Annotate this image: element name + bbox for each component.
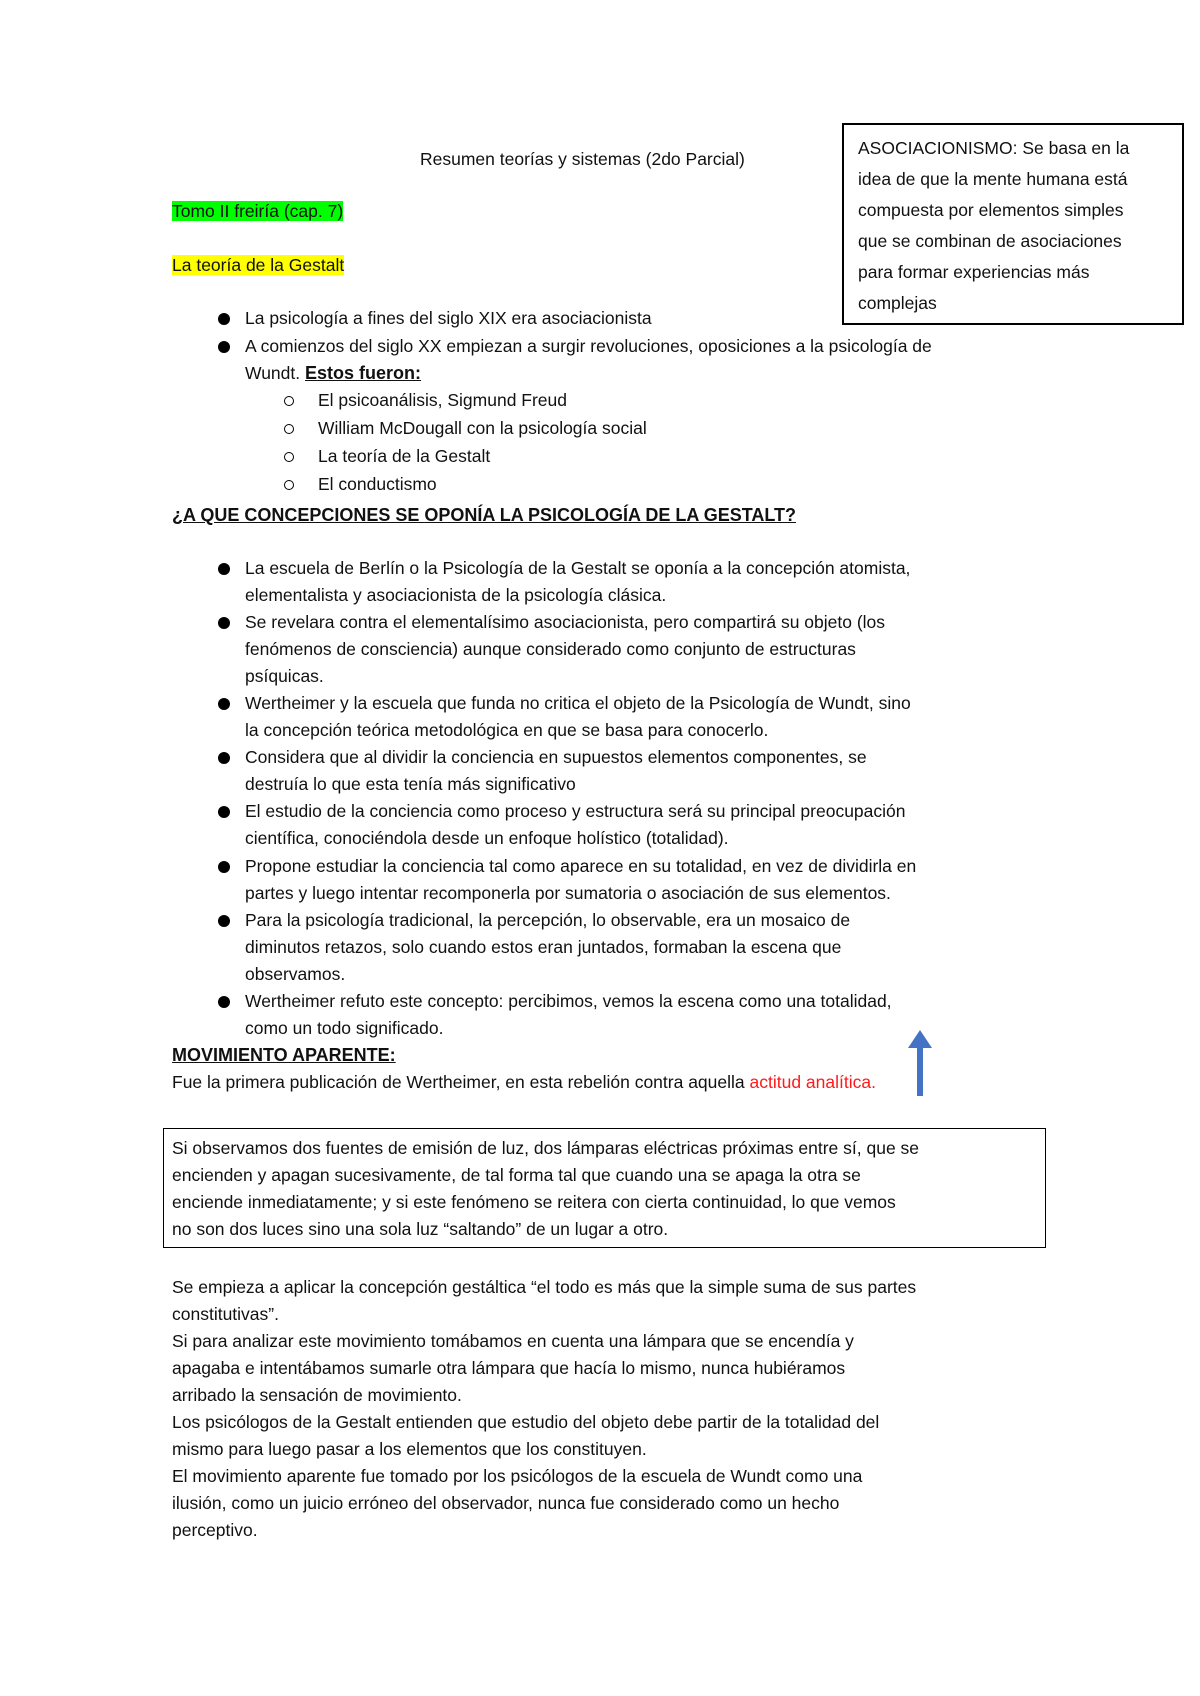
closing-line: Se empieza a aplicar la concepción gestáltica “el todo es más que la simple suma de sus partes [172, 1277, 917, 1297]
bullet-icon [218, 752, 230, 764]
sub-bullet-icon [284, 452, 294, 462]
intro-bullet: La psicología a fines del siglo XIX era asociacionista [245, 308, 652, 328]
side-note-line: Se basa en la [1017, 138, 1130, 158]
gestalt-bullet-line: científica, conociéndola desde un enfoque holístico (totalidad). [245, 828, 729, 848]
gestalt-bullet-line: Wertheimer y la escuela que funda no critica el objeto de la Psicología de Wundt, sino [245, 693, 911, 713]
closing-line: Si para analizar este movimiento tomábamos en cuenta una lámpara que se encendía y [172, 1331, 854, 1351]
section-label: La teoría de la Gestalt [172, 255, 345, 275]
gestalt-bullet-line: Para la psicología tradicional, la percepción, lo observable, era un mosaico de [245, 910, 851, 930]
page-title: Resumen teorías y sistemas (2do Parcial) [420, 149, 745, 169]
sub-bullet-icon [284, 424, 294, 434]
closing-line: constitutivas”. [172, 1304, 279, 1324]
gestalt-bullet-line: Propone estudiar la conciencia tal como aparece en su totalidad, en vez de dividirla en [245, 856, 917, 876]
closing-line: arribado la sensación de movimiento. [172, 1385, 462, 1405]
side-note-line: que se combinan de asociaciones [858, 231, 1122, 251]
gestalt-bullet-line: partes y luego intentar recomponerla por sumatoria o asociación de sus elementos. [245, 883, 891, 903]
bullet-icon [218, 313, 230, 325]
bullet-icon [218, 341, 230, 353]
bullet-icon [218, 806, 230, 818]
sub-bullet-icon [284, 396, 294, 406]
gestalt-bullet-line: El estudio de la conciencia como proceso y estructura será su principal preocupación [245, 801, 906, 821]
side-note-line: para formar experiencias más [858, 262, 1090, 282]
bullet-icon [218, 861, 230, 873]
bullet-icon [218, 996, 230, 1008]
bullet-icon [218, 563, 230, 575]
side-note-line: complejas [858, 293, 937, 313]
closing-line: perceptivo. [172, 1520, 258, 1540]
side-note-box [842, 123, 1184, 325]
sub-bullet-icon [284, 480, 294, 490]
framed-line: no son dos luces sino una sola luz “saltando” de un lugar a otro. [172, 1219, 669, 1239]
tomo-label: Tomo II freiría (cap. 7) [172, 201, 344, 221]
closing-line: apagaba e intentábamos sumarle otra lámpara que hacía lo mismo, nunca hubiéramos [172, 1358, 846, 1378]
gestalt-bullet-line: observamos. [245, 964, 346, 984]
gestalt-bullet-line: Wertheimer refuto este concepto: percibimos, vemos la escena como una totalidad, [245, 991, 892, 1011]
intro-bullet-continued: Wundt. Estos fueron: [245, 363, 422, 383]
side-note-line: idea de que la mente humana está [858, 169, 1128, 189]
closing-line: mismo para luego pasar a los elementos que los constituyen. [172, 1439, 647, 1459]
framed-line: encienden y apagan sucesivamente, de tal forma tal que cuando una se apaga la otra se [172, 1165, 861, 1185]
sub-item: William McDougall con la psicología social [318, 418, 647, 438]
arrow-up-icon [908, 1030, 932, 1096]
gestalt-bullet-line: La escuela de Berlín o la Psicología de la Gestalt se oponía a la concepción atomista, [245, 558, 911, 578]
gestalt-bullet-line: la concepción teórica metodológica en que se basa para conocerlo. [245, 720, 769, 740]
sub-item: La teoría de la Gestalt [318, 446, 491, 466]
movement-heading: MOVIMIENTO APARENTE: [172, 1045, 396, 1065]
gestalt-bullet-line: Considera que al dividir la conciencia en supuestos elementos componentes, se [245, 747, 867, 767]
gestalt-bullet-line: Se revelara contra el elementalísimo asociacionista, pero compartirá su objeto (los [245, 612, 886, 632]
gestalt-bullet-line: diminutos retazos, solo cuando estos eran juntados, formaban la escena que [245, 937, 842, 957]
bullet-icon [218, 698, 230, 710]
closing-line: Los psicólogos de la Gestalt entienden que estudio del objeto debe partir de la totalidad del [172, 1412, 880, 1432]
framed-line: Si observamos dos fuentes de emisión de luz, dos lámparas eléctricas próximas entre sí, que se [172, 1138, 920, 1158]
bullet-icon [218, 915, 230, 927]
framed-line: enciende inmediatamente; y si este fenómeno se reitera con cierta continuidad, lo que vemos [172, 1192, 896, 1212]
closing-line: El movimiento aparente fue tomado por los psicólogos de la escuela de Wundt como una [172, 1466, 863, 1486]
question-heading: ¿A QUE CONCEPCIONES SE OPONÍA LA PSICOLOGÍA DE LA GESTALT? [172, 505, 797, 525]
side-note-term: ASOCIACIONISMO: [858, 138, 1018, 158]
sub-item: El conductismo [318, 474, 437, 494]
closing-paragraphs [172, 1274, 916, 1544]
sub-item: El psicoanálisis, Sigmund Freud [318, 390, 568, 410]
gestalt-bullet-line: elementalista y asociacionista de la psicología clásica. [245, 585, 667, 605]
gestalt-bullet-line: psíquicas. [245, 666, 324, 686]
movement-intro: Fue la primera publicación de Wertheimer, en esta rebelión contra aquella actitud analítica. [172, 1072, 876, 1092]
intro-bullet: A comienzos del siglo XX empiezan a surgir revoluciones, oposiciones a la psicología de [245, 336, 932, 356]
gestalt-bullet-line: como un todo significado. [245, 1018, 444, 1038]
gestalt-bullet-line: fenómenos de consciencia) aunque considerado como conjunto de estructuras [245, 639, 856, 659]
framed-paragraph [163, 1128, 1046, 1248]
bullet-icon [218, 617, 230, 629]
gestalt-bullet-line: destruía lo que esta tenía más significativo [245, 774, 576, 794]
side-note-line: compuesta por elementos simples [858, 200, 1124, 220]
closing-line: ilusión, como un juicio erróneo del observador, nunca fue considerado como un hecho [172, 1493, 840, 1513]
